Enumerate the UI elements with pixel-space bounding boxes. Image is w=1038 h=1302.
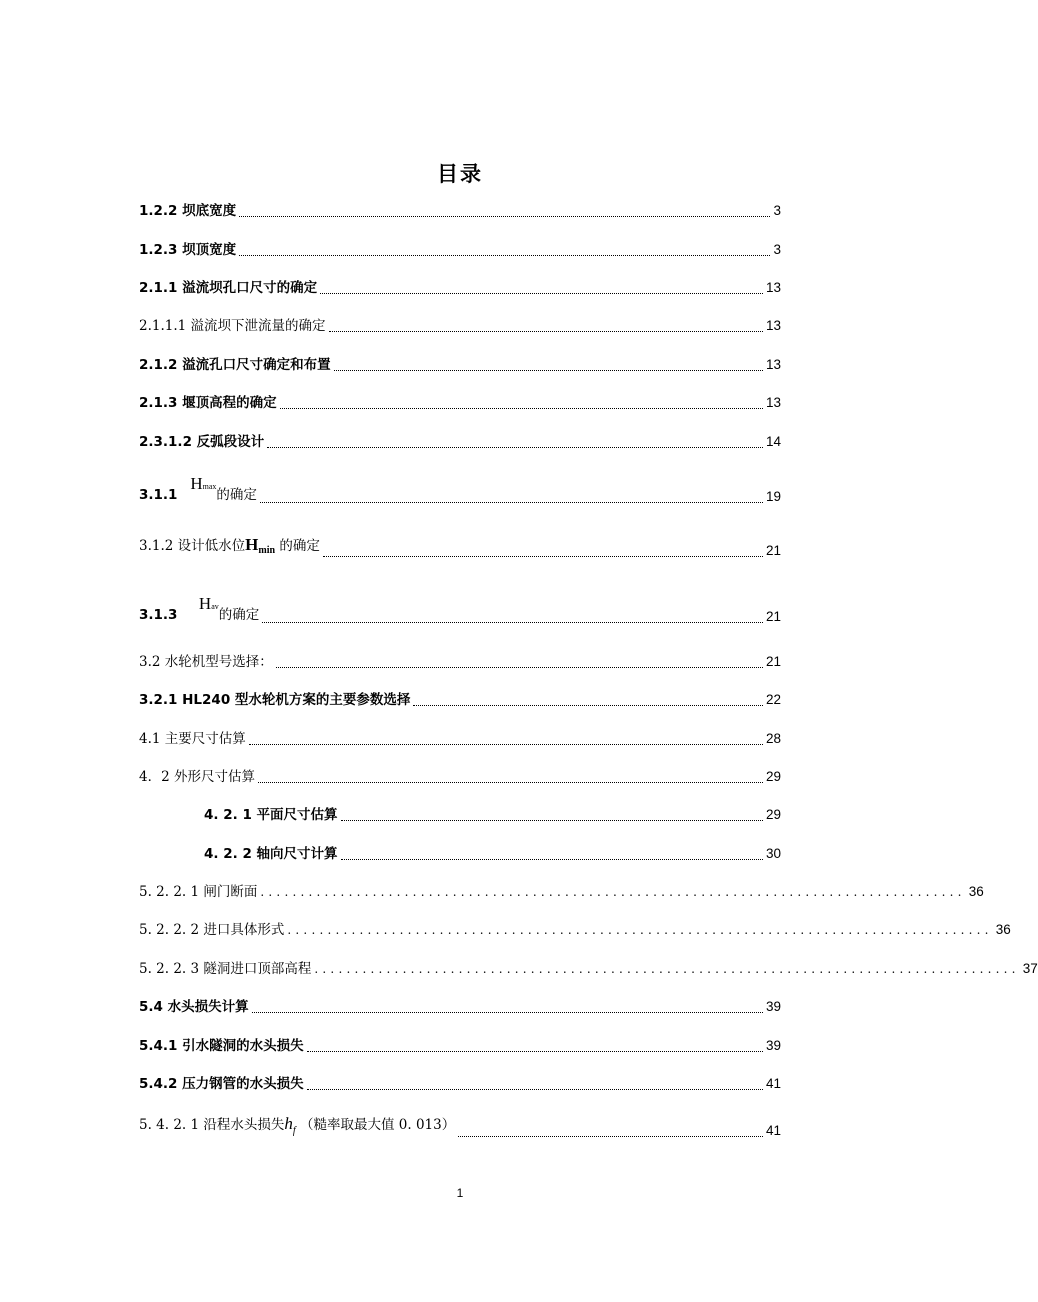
toc-entry-label: 3.2.1 HL240 型水轮机方案的主要参数选择 (139, 692, 411, 708)
toc-dot-leader (239, 212, 770, 217)
toc-dot-leader (307, 1085, 763, 1090)
toc-entry-page: 41 (765, 1123, 781, 1138)
toc-dot-leader (329, 327, 763, 332)
toc-dot-leader (413, 701, 763, 706)
toc-entry[interactable] (139, 879, 984, 901)
toc-entry-label: 1.2.2 坝底宽度 (139, 203, 237, 219)
toc-dot-leader (341, 855, 763, 860)
toc-entry[interactable] (139, 994, 781, 1016)
symbol-subscript: av (211, 602, 219, 611)
toc-entry-suffix: （糙率取最大值 0. 013） (299, 1116, 456, 1133)
toc-dot-leader (249, 740, 763, 745)
toc-entry-label: 3.2 水轮机型号选择： (139, 654, 273, 670)
toc-entry-label: 5. 2. 2. 2 进口具体形式 (139, 922, 285, 938)
toc-entry-page: 21 (765, 609, 781, 624)
symbol-letter: H (190, 474, 203, 493)
toc-entry-suffix: 的确定 (216, 487, 257, 503)
toc-dot-leader (239, 251, 770, 256)
toc-entry[interactable] (139, 687, 781, 709)
toc-dot-leader: ........................................................................................ (314, 962, 1020, 976)
toc-entry[interactable] (139, 390, 781, 412)
toc-entry-label (139, 536, 320, 560)
toc-entry[interactable] (139, 352, 781, 374)
toc-entry-label: 5.4 水头损失计算 (139, 999, 249, 1015)
toc-entry-label: 5. 2. 2. 1 闸门断面 (139, 884, 258, 900)
toc-entry-number: 3.1.3 (139, 607, 178, 623)
toc-entry-label: 5.4.2 压力钢管的水头损失 (139, 1076, 304, 1092)
toc-entry[interactable] (139, 1033, 781, 1055)
toc-entry[interactable] (139, 535, 781, 560)
toc-dot-leader (262, 618, 763, 623)
toc-entry[interactable] (139, 649, 781, 671)
toc-entry[interactable] (139, 237, 781, 259)
toc-entry-label: 2.1.1.1 溢流坝下泄流量的确定 (139, 318, 326, 334)
toc-entry-label: 4.1 主要尺寸估算 (139, 731, 246, 747)
toc-entry-page: 36 (995, 922, 1011, 937)
toc-entry-page: 3 (773, 242, 781, 257)
page-title: 目录 (437, 162, 483, 186)
page-number: 1 (456, 1186, 464, 1200)
toc-entry-page: 39 (765, 999, 781, 1014)
toc-entry-suffix: 的确定 (279, 538, 320, 554)
toc-entry-page: 39 (765, 1038, 781, 1053)
symbol-subscript: min (258, 545, 276, 556)
symbol-h-max (190, 474, 216, 493)
toc-entry-page: 3 (773, 203, 781, 218)
toc-entry-page: 22 (765, 692, 781, 707)
toc-dot-leader (307, 1047, 763, 1052)
toc-entry-label: 4．2 外形尺寸估算 (139, 769, 255, 785)
toc-entry-page: 19 (765, 489, 781, 504)
toc-entry-label (139, 1115, 455, 1140)
toc-entry-label: 2.1.1 溢流坝孔口尺寸的确定 (139, 280, 318, 296)
toc-entry[interactable] (204, 841, 781, 863)
toc-entry[interactable] (139, 429, 781, 451)
toc-dot-leader (267, 443, 763, 448)
toc-dot-leader (341, 816, 763, 821)
toc-entry-label: 2.3.1.2 反弧段设计 (139, 434, 265, 450)
symbol-letter: H (245, 535, 259, 554)
toc-entry-page: 29 (765, 807, 781, 822)
toc-entry-page: 14 (765, 434, 781, 449)
toc-entry[interactable] (139, 594, 781, 626)
toc-entry-label (139, 474, 257, 506)
toc-entry-label (139, 594, 260, 626)
toc-entry-label: 5. 2. 2. 3 隧洞进口顶部高程 (139, 961, 312, 977)
symbol-subscript: f (292, 1125, 296, 1136)
toc-entry[interactable] (139, 726, 781, 748)
toc-entry-number: 5. 4. 2. 1 沿程水头损失 (139, 1116, 285, 1133)
toc-entry-label: 1.2.3 坝顶宽度 (139, 242, 237, 258)
toc-entry[interactable] (139, 313, 781, 335)
toc-dot-leader (276, 663, 763, 668)
toc-entry[interactable] (139, 917, 1011, 939)
symbol-h-f (284, 1113, 296, 1136)
toc-dot-leader (260, 498, 763, 503)
toc-dot-leader (320, 289, 763, 294)
toc-dot-leader (323, 552, 763, 557)
toc-entry[interactable] (139, 474, 781, 506)
toc-entry-label: 4. 2. 1 平面尺寸估算 (204, 807, 338, 823)
toc-entry-page: 29 (765, 769, 781, 784)
toc-entry-suffix: 的确定 (218, 607, 260, 623)
toc-entry-page: 13 (765, 357, 781, 372)
toc-entry-page: 21 (765, 654, 781, 669)
symbol-letter: H (198, 594, 212, 613)
toc-entry[interactable] (139, 198, 781, 220)
toc-entry[interactable] (139, 764, 781, 786)
toc-entry-page: 30 (765, 846, 781, 861)
toc-dot-leader: ........................................................................................ (260, 885, 966, 899)
toc-entry-page: 21 (765, 543, 781, 558)
toc-entry-label: 4. 2. 2 轴向尺寸计算 (204, 846, 338, 862)
toc-dot-leader (258, 778, 763, 783)
toc-dot-leader (280, 404, 763, 409)
toc-dot-leader: ........................................................................................ (287, 923, 993, 937)
toc-entry-page: 36 (968, 884, 984, 899)
toc-entry-label: 2.1.2 溢流孔口尺寸确定和布置 (139, 357, 331, 373)
toc-entry[interactable] (139, 1071, 781, 1093)
symbol-h-min (245, 535, 275, 554)
symbol-subscript: max (202, 482, 217, 491)
toc-entry-number: 3.1.2 设计低水位 (139, 538, 246, 554)
toc-dot-leader (458, 1132, 763, 1137)
toc-dot-leader (334, 366, 763, 371)
toc-entry-page: 13 (765, 318, 781, 333)
toc-entry-number: 3.1.1 (139, 487, 178, 503)
toc-entry-page: 13 (765, 395, 781, 410)
toc-entry-page: 41 (765, 1076, 781, 1091)
toc-entry[interactable] (204, 802, 781, 824)
toc-entry-page: 28 (765, 731, 781, 746)
toc-entry[interactable] (139, 1113, 781, 1140)
toc-entry-page: 37 (1022, 961, 1038, 976)
toc-dot-leader (252, 1008, 763, 1013)
toc-entry-page: 13 (765, 280, 781, 295)
toc-entry-label: 5.4.1 引水隧洞的水头损失 (139, 1038, 304, 1054)
toc-entry[interactable] (139, 956, 1038, 978)
toc-entry[interactable] (139, 275, 781, 297)
symbol-letter: h (284, 1113, 293, 1133)
symbol-h-av (199, 594, 219, 613)
toc-entry-label: 2.1.3 堰顶高程的确定 (139, 395, 277, 411)
